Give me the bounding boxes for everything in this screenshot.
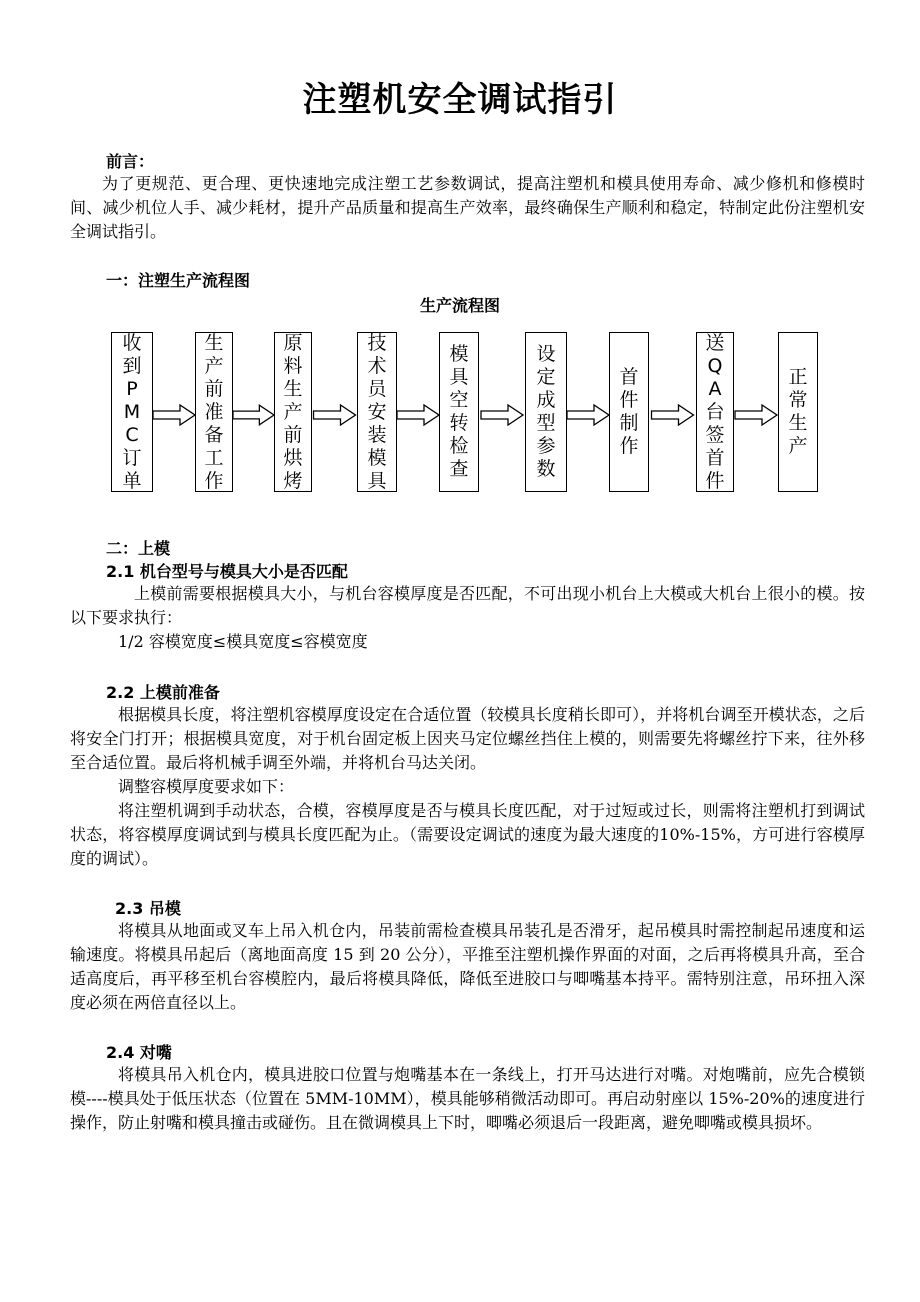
flow-step-6 <box>525 332 567 492</box>
flow-step-char: 首 <box>619 366 639 388</box>
flow-step-char: 烤 <box>283 469 303 492</box>
flow-step-char: 参 <box>536 435 556 457</box>
flow-step-char: 签 <box>705 423 725 446</box>
flow-step-7 <box>609 332 649 492</box>
flow-step-char: 空 <box>449 389 469 411</box>
section-2-2-heading: 2.2 上模前准备 <box>106 683 220 702</box>
flow-step-char: 生 <box>788 412 808 434</box>
flow-step-char: 原 <box>283 331 303 354</box>
flow-step-char: 到 <box>122 354 142 377</box>
flow-step-char: 查 <box>449 458 469 480</box>
flow-step-char: 前 <box>204 377 224 400</box>
flow-step-char: 具 <box>367 469 387 492</box>
flow-step-3 <box>274 332 312 492</box>
flow-step-char: 检 <box>449 435 469 457</box>
width-formula: 1/2 容模宽度≤模具宽度≤容模宽度 <box>118 632 368 651</box>
section-2-3-heading: 2.3 吊模 <box>115 899 181 918</box>
flow-step-char: 员 <box>367 377 387 400</box>
flow-step-char: 数 <box>536 458 556 480</box>
flow-step-char: C <box>125 423 139 446</box>
flow-step-char: 型 <box>536 412 556 434</box>
flow-step-char: 制 <box>619 412 639 434</box>
flow-step-char: P <box>126 377 138 400</box>
section-2-1-heading: 2.1 机台型号与模具大小是否匹配 <box>106 562 348 581</box>
flow-step-char: 装 <box>367 423 387 446</box>
section-2-2-text-2: 调整容模厚度要求如下： <box>118 777 295 796</box>
flow-step-char: A <box>708 377 722 400</box>
flow-step-char: 模 <box>449 343 469 365</box>
flow-arrow-icon <box>152 404 196 426</box>
flow-step-char: 具 <box>449 366 469 388</box>
flow-step-1 <box>111 332 153 492</box>
flow-step-char: 正 <box>788 366 808 388</box>
flow-step-char: 件 <box>705 469 725 492</box>
flow-step-char: 术 <box>367 354 387 377</box>
flow-step-8 <box>696 332 734 492</box>
flow-step-char: 产 <box>788 435 808 457</box>
section-2-3-text: 将模具从地面或叉车上吊入机仓内，吊装前需检查模具吊装孔是否滑牙，起吊模具时需控制起吊速度和运输速度。将模具吊起后（离地面高度 15 到 20 公分），平推至注塑机操作界面的对面，之后再将模具升高，至合适高度后，再平移至机台容模腔内，最后将模具降低，降低至进胶口与唧嘴基本持平。需特别注意，吊环扭入深度必须在两倍直径以上。 <box>70 921 865 1012</box>
section-2-2-text-3: 将注塑机调到手动状态，合模，容模厚度是否与模具长度匹配，对于过短或过长，则需将注塑机打到调试状态，将容模厚度调试到与模具长度匹配为止。（需要设定调试的速度为最大速度的10%-15%，方可进行容模厚度的调试）。 <box>70 801 865 868</box>
flow-step-char: 成 <box>536 389 556 411</box>
flow-step-char: 转 <box>449 412 469 434</box>
flow-step-char: 模 <box>367 446 387 469</box>
flow-arrow-icon <box>648 404 697 426</box>
flow-arrow-icon <box>311 404 358 426</box>
section2-heading: 二：上模 <box>106 539 171 558</box>
flow-step-char: 订 <box>122 446 142 469</box>
flow-step-char: 定 <box>536 366 556 388</box>
section1-heading: 一：注塑生产流程图 <box>106 271 251 290</box>
flow-step-char: Q <box>707 354 723 377</box>
flow-step-char: 准 <box>204 400 224 423</box>
page-title: 注塑机安全调试指引 <box>302 80 618 120</box>
flow-arrow-icon <box>396 404 440 426</box>
flow-step-char: 生 <box>204 331 224 354</box>
flow-step-char: 送 <box>705 331 725 354</box>
flow-arrow-icon <box>478 404 526 426</box>
flow-step-char: 料 <box>283 354 303 377</box>
flow-step-char: 单 <box>122 469 142 492</box>
flow-step-char: 收 <box>122 331 142 354</box>
flow-arrow-icon <box>232 404 275 426</box>
flow-arrow-icon <box>733 404 779 426</box>
flow-step-char: 备 <box>204 423 224 446</box>
preface-text: 为了更规范、更合理、更快速地完成注塑工艺参数调试，提高注塑机和模具使用寿命、减少修机和修模时间、减少机位人手、减少耗材，提升产品质量和提高生产效率，最终确保生产顺利和稳定，特制定此份注塑机安全调试指引。 <box>70 174 865 241</box>
flow-step-char: 首 <box>705 446 725 469</box>
flow-step-9 <box>778 332 818 492</box>
section-2-1-text: 上模前需要根据模具大小，与机台容模厚度是否匹配，不可出现小机台上大模或大机台上很小的模。按以下要求执行： <box>70 584 865 627</box>
flow-step-4 <box>357 332 397 492</box>
flow-step-char: 安 <box>367 400 387 423</box>
flow-step-2 <box>195 332 233 492</box>
flow-step-char: 工 <box>204 446 224 469</box>
section-2-2-text-1: 根据模具长度，将注塑机容模厚度设定在合适位置（较模具长度稍长即可），并将机台调至开模状态，之后将安全门打开；根据模具宽度，对于机台固定板上因夹马定位螺丝挡住上模的，则需要先将螺丝拧下来，往外移至合适位置。最后将机械手调至外端，并将机台马达关闭。 <box>70 705 865 772</box>
flow-step-char: 烘 <box>283 446 303 469</box>
section-2-4-text: 将模具吊入机仓内，模具进胶口位置与炮嘴基本在一条线上，打开马达进行对嘴。对炮嘴前，应先合模锁模----模具处于低压状态（位置在 5MM-10MM），模具能够稍微活动即可。再启动射座以 15%-20%的速度进行操作，防止射嘴和模具撞击或碰伤。且在微调模具上下时，唧嘴必须退后一段距离，避免唧嘴或模具损坏。 <box>70 1065 865 1132</box>
flow-step-char: 作 <box>619 435 639 457</box>
flow-step-char: 产 <box>204 354 224 377</box>
flow-step-char: 生 <box>283 377 303 400</box>
flow-chart-title: 生产流程图 <box>419 296 500 315</box>
flow-step-char: 前 <box>283 423 303 446</box>
flow-step-char: 技 <box>367 331 387 354</box>
flow-step-5 <box>439 332 479 492</box>
flow-arrow-icon <box>566 404 610 426</box>
flow-step-char: 作 <box>204 469 224 492</box>
flow-step-char: M <box>123 400 141 423</box>
flow-step-char: 产 <box>283 400 303 423</box>
flow-step-char: 台 <box>705 400 725 423</box>
flow-step-char: 常 <box>788 389 808 411</box>
flow-step-char: 设 <box>536 343 556 365</box>
section-2-4-heading: 2.4 对嘴 <box>106 1043 172 1062</box>
flow-step-char: 件 <box>619 389 639 411</box>
preface-heading: 前言： <box>106 152 155 171</box>
